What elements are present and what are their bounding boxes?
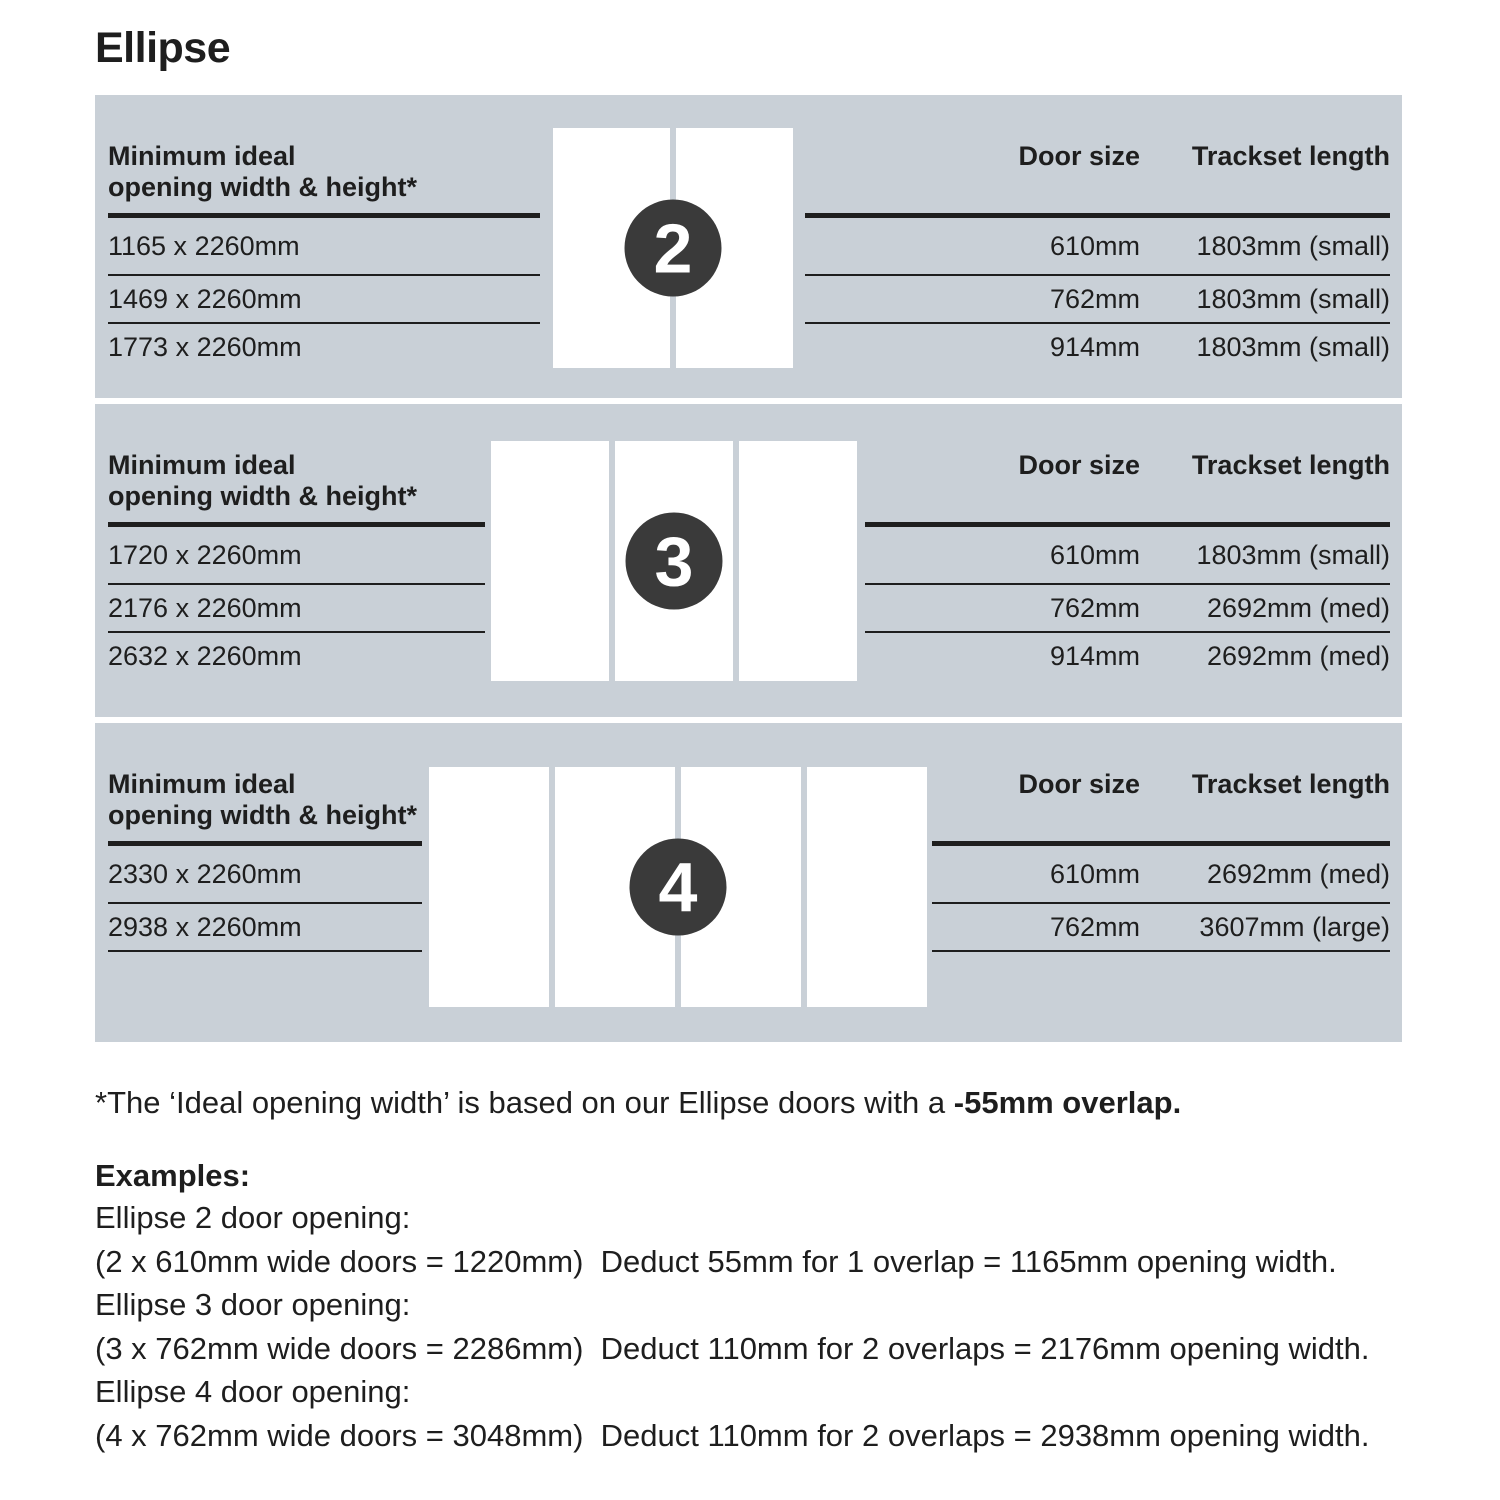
door-diagram bbox=[491, 441, 857, 681]
door-count-badge: 3 bbox=[626, 513, 723, 610]
trackset-length-value: 2692mm (med) bbox=[1206, 859, 1390, 889]
door-panel bbox=[491, 441, 609, 681]
spec-panel bbox=[95, 95, 1402, 1042]
trackset-length-value: 1803mm (small) bbox=[1196, 284, 1390, 314]
footnote-text: *The ‘Ideal opening width’ is based on our Ellipse doors with a bbox=[95, 1085, 954, 1120]
opening-size-header bbox=[108, 404, 485, 512]
trackset-length-column-header: Trackset length bbox=[1191, 769, 1390, 799]
door-count-badge: 4 bbox=[630, 839, 727, 936]
opening-size-row: 2632 x 2260mm bbox=[108, 641, 302, 671]
opening-size-rows bbox=[108, 527, 485, 681]
trackset-length-value: 2692mm (med) bbox=[1206, 593, 1390, 623]
size-table bbox=[805, 95, 1390, 372]
size-table-header bbox=[805, 95, 1390, 203]
opening-size-table bbox=[108, 95, 540, 372]
config-section-4-door bbox=[95, 723, 1402, 1042]
door-size-column-header: Door size bbox=[1018, 450, 1140, 480]
size-row bbox=[805, 218, 1390, 276]
size-row bbox=[932, 846, 1390, 904]
door-size-value: 610mm bbox=[1049, 231, 1140, 261]
size-rows bbox=[805, 218, 1390, 372]
size-row bbox=[805, 276, 1390, 324]
size-table-header bbox=[932, 723, 1390, 831]
trackset-length-value: 1803mm (small) bbox=[1196, 540, 1390, 570]
opening-size-header-line2: opening width & height* bbox=[108, 481, 417, 511]
door-size-column-header: Door size bbox=[1018, 769, 1140, 799]
door-size-value: 914mm bbox=[1049, 332, 1140, 362]
opening-size-header-line1: Minimum ideal bbox=[108, 450, 296, 480]
door-size-value: 762mm bbox=[1049, 912, 1140, 942]
opening-size-row: 1469 x 2260mm bbox=[108, 276, 540, 324]
example-line: Ellipse 2 door opening: bbox=[95, 1200, 411, 1235]
door-size-column-header: Door size bbox=[1018, 141, 1140, 171]
opening-size-header-line2: opening width & height* bbox=[108, 800, 417, 830]
door-panel bbox=[807, 767, 927, 1007]
size-table-header bbox=[865, 404, 1390, 512]
door-count-badge: 2 bbox=[625, 200, 722, 297]
size-table bbox=[865, 404, 1390, 681]
opening-size-header-line1: Minimum ideal bbox=[108, 141, 296, 171]
size-rows bbox=[932, 846, 1390, 952]
example-line: (3 x 762mm wide doors = 2286mm) Deduct 110mm for 2 overlaps = 2176mm opening width. bbox=[95, 1330, 1370, 1366]
example-line: (4 x 762mm wide doors = 3048mm) Deduct 110mm for 2 overlaps = 2938mm opening width. bbox=[95, 1417, 1370, 1453]
trackset-length-value: 1803mm (small) bbox=[1196, 231, 1390, 261]
door-size-value: 762mm bbox=[1049, 284, 1140, 314]
opening-size-row: 2938 x 2260mm bbox=[108, 904, 422, 952]
opening-size-row: 2330 x 2260mm bbox=[108, 846, 422, 904]
door-diagram bbox=[429, 767, 927, 1007]
trackset-length-value: 1803mm (small) bbox=[1196, 332, 1390, 362]
opening-size-row: 2176 x 2260mm bbox=[108, 585, 485, 633]
examples-heading: Examples: bbox=[95, 1158, 251, 1193]
size-rows bbox=[865, 527, 1390, 681]
opening-size-row: 1720 x 2260mm bbox=[108, 527, 485, 585]
opening-size-table bbox=[108, 723, 422, 952]
config-section-3-door bbox=[95, 404, 1402, 717]
example-line: Ellipse 4 door opening: bbox=[95, 1374, 411, 1409]
opening-size-table bbox=[108, 404, 485, 681]
door-size-value: 762mm bbox=[1049, 593, 1140, 623]
opening-size-rows bbox=[108, 846, 422, 952]
opening-size-header bbox=[108, 95, 540, 203]
door-panel bbox=[739, 441, 857, 681]
example-line: Ellipse 3 door opening: bbox=[95, 1287, 411, 1322]
trackset-length-value: 3607mm (large) bbox=[1199, 912, 1390, 942]
size-row bbox=[932, 904, 1390, 952]
size-row bbox=[865, 585, 1390, 633]
page-title: Ellipse bbox=[95, 24, 231, 72]
opening-size-header-line2: opening width & height* bbox=[108, 172, 417, 202]
door-panel bbox=[429, 767, 549, 1007]
size-row bbox=[805, 324, 1390, 372]
example-line: (2 x 610mm wide doors = 1220mm) Deduct 55mm for 1 overlap = 1165mm opening width. bbox=[95, 1243, 1337, 1279]
trackset-length-column-header: Trackset length bbox=[1191, 141, 1390, 171]
opening-size-row: 1165 x 2260mm bbox=[108, 218, 540, 276]
door-size-value: 610mm bbox=[1049, 540, 1140, 570]
opening-size-row: 1773 x 2260mm bbox=[108, 332, 302, 362]
door-diagram bbox=[553, 128, 793, 368]
door-size-value: 610mm bbox=[1049, 859, 1140, 889]
opening-size-header bbox=[108, 723, 422, 831]
trackset-length-column-header: Trackset length bbox=[1191, 450, 1390, 480]
config-section-2-door bbox=[95, 95, 1402, 398]
size-row bbox=[865, 633, 1390, 681]
opening-size-header-line1: Minimum ideal bbox=[108, 769, 296, 799]
door-size-value: 914mm bbox=[1049, 641, 1140, 671]
size-row bbox=[865, 527, 1390, 585]
examples-list bbox=[95, 1196, 1369, 1457]
footnote bbox=[95, 1085, 1181, 1121]
footnote-bold-text: -55mm overlap. bbox=[953, 1085, 1182, 1120]
trackset-length-value: 2692mm (med) bbox=[1206, 641, 1390, 671]
size-table bbox=[932, 723, 1390, 952]
opening-size-rows bbox=[108, 218, 540, 372]
